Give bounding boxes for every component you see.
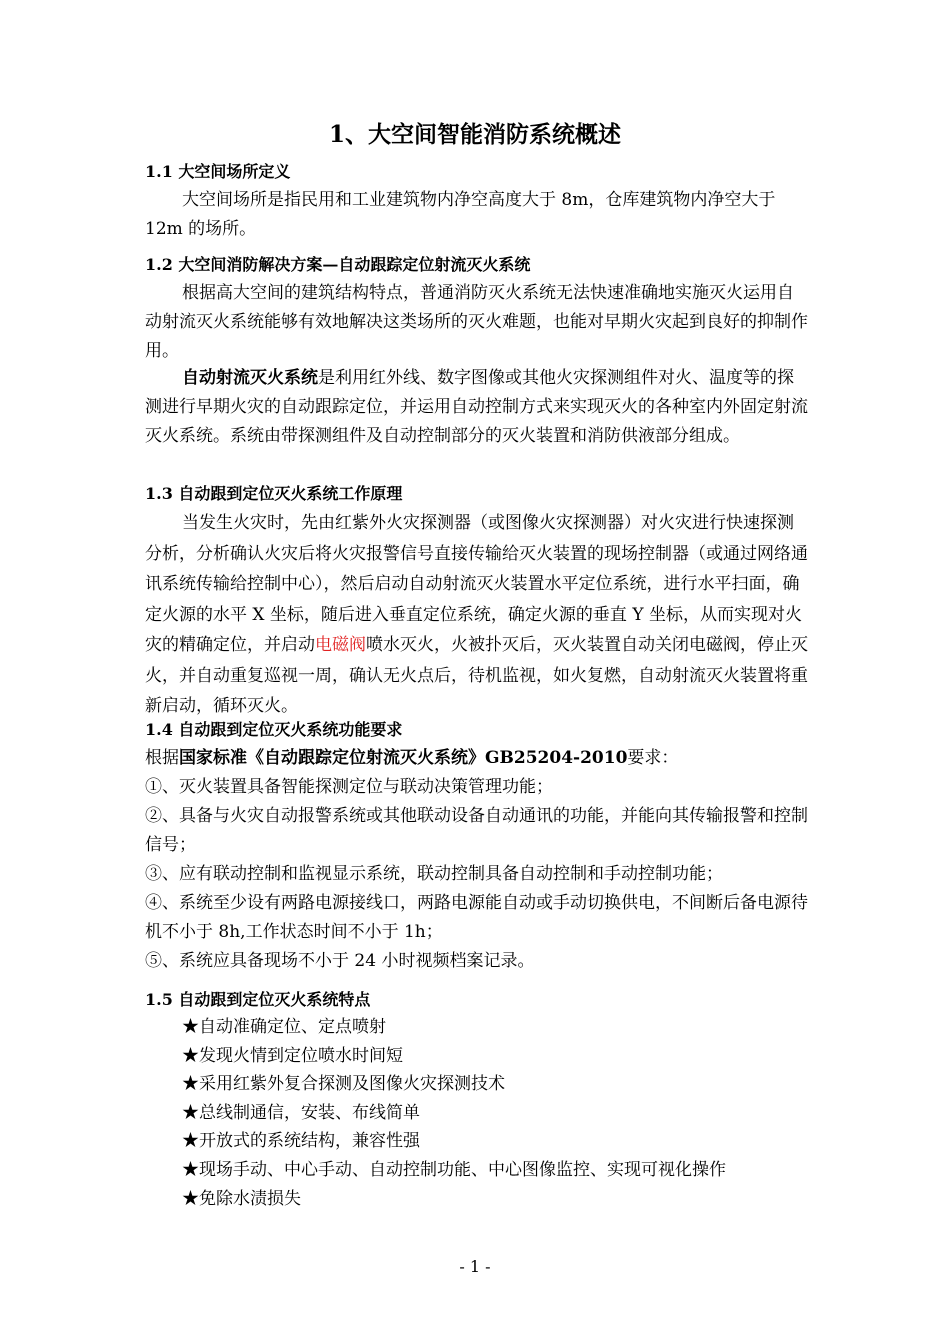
solenoid-valve-highlight: 电磁阀	[315, 635, 366, 655]
section-1-3-paragraph	[145, 508, 810, 722]
term-bold: 自动射流灭火系统	[182, 368, 318, 388]
section-1-2-heading: 1.2 大空间消防解决方案—自动跟踪定位射流灭火系统	[145, 255, 531, 274]
section-1-1-paragraph: 大空间场所是指民用和工业建筑物内净空高度大于 8m，仓库建筑物内净空大于 12m 的场所。	[145, 190, 776, 239]
requirements-list	[145, 773, 810, 976]
requirement-item: ①、灭火装置具备智能探测定位与联动决策管理功能；	[145, 777, 553, 797]
intro-suffix: 要求：	[627, 748, 679, 768]
feature-item: ★自动准确定位、定点喷射	[182, 1017, 386, 1037]
section-1-3-text-b: 喷水灭火，火被扑灭后，灭火装置自动关闭电磁阀，停止灭火，并自动重复巡视一周，确认无火点后，待机监视，如火复燃，自动射流灭火装置将重新启动，循环灭火。	[145, 635, 808, 716]
section-1-2-paragraph-1: 根据高大空间的建筑结构特点，普通消防灭火系统无法快速准确地实施灭火运用自动射流灭火系统能够有效地解决这类场所的灭火难题，也能对早期火灾起到良好的抑制作用。	[145, 283, 808, 361]
page-number: - 1 -	[459, 1257, 491, 1276]
feature-item: ★开放式的系统结构，兼容性强	[182, 1131, 420, 1152]
section-1-3-heading: 1.3 自动跟到定位灭火系统工作原理	[145, 484, 403, 503]
section-1-2-paragraph-2-text: 是利用红外线、数字图像或其他火灾探测组件对火、温度等的探测进行早期火灾的自动跟踪定位，并运用自动控制方式来实现灭火的各种室内外固定射流灭火系统。系统由带探测组件及自动控制部分的灭火装置和消防供液部分组成。	[145, 368, 808, 446]
features-list	[182, 1013, 810, 1213]
standard-name: 国家标准《自动跟踪定位射流灭火系统》GB25204-2010	[179, 748, 628, 768]
requirement-item: ③、应有联动控制和监视显示系统，联动控制具备自动控制和手动控制功能；	[145, 864, 723, 884]
feature-item: ★采用红紫外复合探测及图像火灾探测技术	[182, 1074, 505, 1095]
intro-prefix: 根据	[145, 748, 179, 768]
requirement-item: ⑤、系统应具备现场不小于 24 小时视频档案记录。	[145, 951, 535, 971]
requirement-item: ②、具备与火灾自动报警系统或其他联动设备自动通讯的功能，并能向其传输报警和控制信号；	[145, 806, 808, 855]
feature-item: ★免除水渍损失	[182, 1188, 301, 1209]
requirement-item: ④、系统至少设有两路电源接线口，两路电源能自动或手动切换供电，不间断后备电源待机不小于 8h,工作状态时间不小于 1h；	[145, 893, 808, 942]
section-1-4-intro	[145, 744, 810, 773]
feature-item: ★发现火情到定位喷水时间短	[182, 1045, 403, 1066]
section-1-1-heading: 1.1 大空间场所定义	[145, 162, 291, 181]
page-title: 1、大空间智能消防系统概述	[328, 121, 621, 148]
section-1-5-heading: 1.5 自动跟到定位灭火系统特点	[145, 990, 371, 1009]
section-1-3-text-a: 当发生火灾时，先由红紫外火灾探测器（或图像火灾探测器）对火灾进行快速探测分析，分析确认火灾后将火灾报警信号直接传输给灭火装置的现场控制器（或通过网络通讯系统传输给控制中心），然后启动自动射流灭火装置水平定位系统，进行水平扫面，确定火源的水平 X 坐标，随后进入垂直定位系统，确定火源的垂直 Y 坐标，从而实现对火灾的精确定位，并启动	[145, 513, 808, 655]
section-1-4-heading: 1.4 自动跟到定位灭火系统功能要求	[145, 720, 403, 739]
feature-item: ★总线制通信，安装、布线简单	[182, 1102, 420, 1123]
feature-item: ★现场手动、中心手动、自动控制功能、中心图像监控、实现可视化操作	[182, 1159, 726, 1180]
section-1-2-paragraph-2	[145, 364, 810, 451]
